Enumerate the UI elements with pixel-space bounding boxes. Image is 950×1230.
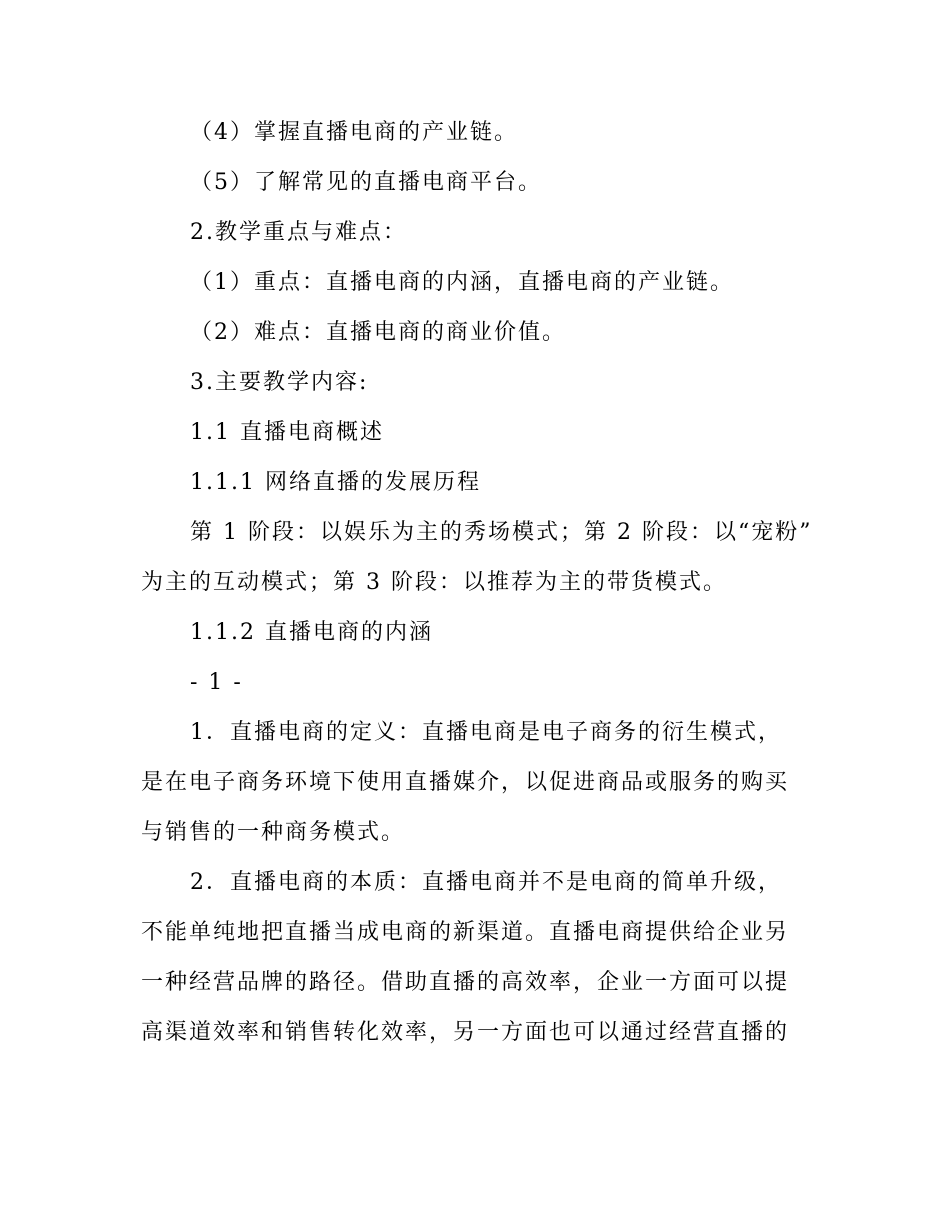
- paragraph-essence-line-4: 高渠道效率和销售转化效率，另一方面也可以通过经营直播的: [141, 1020, 790, 1045]
- paragraph-stages-line-2: 为主的互动模式；第 3 阶段：以推荐为主的带货模式。: [141, 570, 727, 595]
- section-heading-main-content: 3.主要教学内容:: [190, 370, 369, 395]
- paragraph-definition-line-1: 1．直播电商的定义：直播电商是电子商务的衍生模式，: [190, 720, 782, 745]
- paragraph-definition-line-2: 是在电子商务环境下使用直播媒介，以促进商品或服务的购买: [141, 770, 790, 795]
- key-point-item-1: （1）重点：直播电商的内涵，直播电商的产业链。: [190, 270, 734, 295]
- page-number: - 1 -: [190, 670, 243, 695]
- subsection-heading-1-1-1: 1.1.1 网络直播的发展历程: [190, 470, 481, 495]
- paragraph-definition-line-3: 与销售的一种商务模式。: [141, 820, 406, 845]
- paragraph-essence-line-1: 2．直播电商的本质：直播电商并不是电商的简单升级，: [190, 870, 782, 895]
- paragraph-essence-line-3: 一种经营品牌的路径。借助直播的高效率，企业一方面可以提: [141, 970, 790, 995]
- paragraph-essence-line-2: 不能单纯地把直播当成电商的新渠道。直播电商提供给企业另: [141, 920, 790, 945]
- objective-item-5: （5）了解常见的直播电商平台。: [190, 170, 542, 195]
- paragraph-stages-line-1: 第 1 阶段：以娱乐为主的秀场模式；第 2 阶段：以“宠粉”: [190, 520, 813, 545]
- chapter-heading-1-1: 1.1 直播电商概述: [190, 420, 384, 445]
- objective-item-4: （4）掌握直播电商的产业链。: [190, 120, 518, 145]
- key-point-item-2: （2）难点：直播电商的商业价值。: [190, 320, 566, 345]
- section-heading-key-points: 2.教学重点与难点：: [190, 220, 407, 245]
- subsection-heading-1-1-2: 1.1.2 直播电商的内涵: [190, 620, 433, 645]
